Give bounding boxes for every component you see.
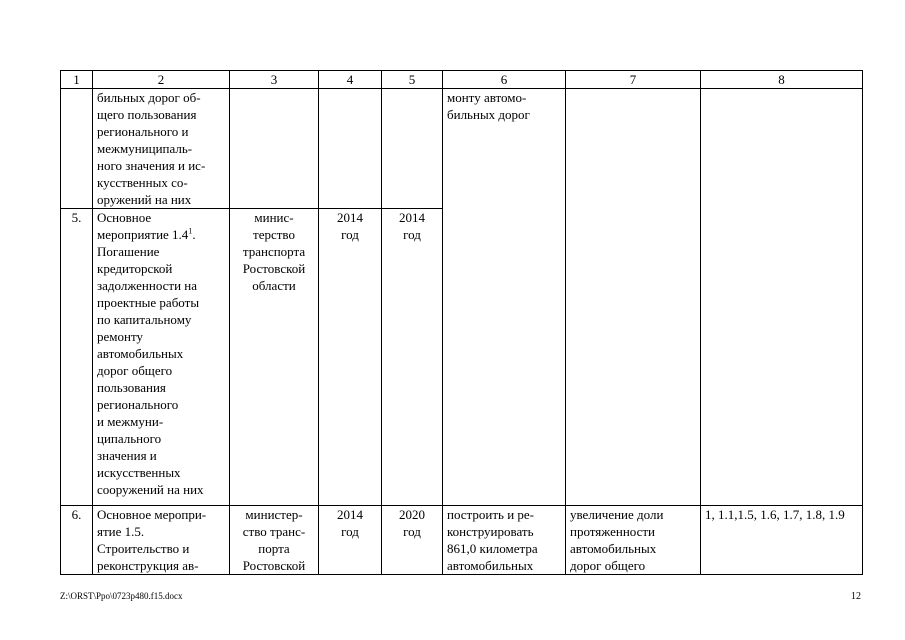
executor-text: министер- ство транс- порта Ростовской [242, 507, 306, 573]
activity-text: бильных дорог об- щего пользования регионального и межмуниципаль- ного значения и ис- кусственных со- оружений на них [97, 90, 206, 207]
num-cell: 5. [61, 209, 93, 506]
activity-cell [93, 89, 230, 209]
header-cell: 2 [93, 71, 230, 89]
start-cell [319, 89, 382, 209]
end-cell [382, 89, 443, 209]
footnote-mark: 1 [188, 226, 193, 236]
indicator-cell [701, 89, 863, 506]
header-cell: 4 [319, 71, 382, 89]
indicator-text: 1, 1.1,1.5, 1.6, 1.7, 1.8, 1.9 [705, 507, 845, 522]
file-path: Z:\ORST\Ppo\0723p480.f15.docx [60, 591, 183, 601]
num-cell: 6. [61, 506, 93, 575]
table-row-continued [61, 89, 863, 209]
executor-cell [230, 89, 319, 209]
result-cell [443, 89, 566, 506]
start-cell [319, 506, 382, 575]
header-cell: 8 [701, 71, 863, 89]
header-cell: 7 [566, 71, 701, 89]
consequence-cell [566, 506, 701, 575]
activity-cell [93, 209, 230, 506]
end-year: 2014 год [399, 210, 425, 242]
header-cell: 5 [382, 71, 443, 89]
header-cell: 6 [443, 71, 566, 89]
activity-title: Основное мероприятие 1.4 [97, 210, 189, 242]
header-row [61, 71, 863, 89]
start-year: 2014 год [337, 507, 363, 539]
activity-body: . Погашение кредиторской задолженности на проектные работы по капитальному ремонту автомобильных дорог общего пользования регионального и межмуни- ципального значения и искусственных сооружений на них [97, 227, 204, 497]
executor-text: минис- терство транспорта Ростовской области [242, 210, 306, 293]
end-cell [382, 506, 443, 575]
end-year: 2020 год [399, 507, 425, 539]
start-cell [319, 209, 382, 506]
indicator-cell [701, 506, 863, 575]
activity-text [97, 209, 225, 498]
consequence-cell [566, 89, 701, 506]
activity-cell [93, 506, 230, 575]
executor-cell [230, 209, 319, 506]
end-cell [382, 209, 443, 506]
num-cell [61, 89, 93, 209]
executor-cell [230, 506, 319, 575]
table-row [61, 506, 863, 575]
page-number: 12 [851, 591, 861, 602]
header-cell: 1 [61, 71, 93, 89]
result-text: построить и ре- конструировать 861,0 километра автомобильных [447, 507, 538, 573]
consequence-text: увеличение доли протяженности автомобильных дорог общего [570, 507, 664, 573]
activity-text: Основное меропри- ятие 1.5. Строительство и реконструкция ав- [97, 507, 207, 573]
header-cell: 3 [230, 71, 319, 89]
result-cell [443, 506, 566, 575]
start-year: 2014 год [337, 210, 363, 242]
result-text: монту автомо- бильных дорог [447, 90, 530, 122]
program-table [60, 70, 863, 575]
